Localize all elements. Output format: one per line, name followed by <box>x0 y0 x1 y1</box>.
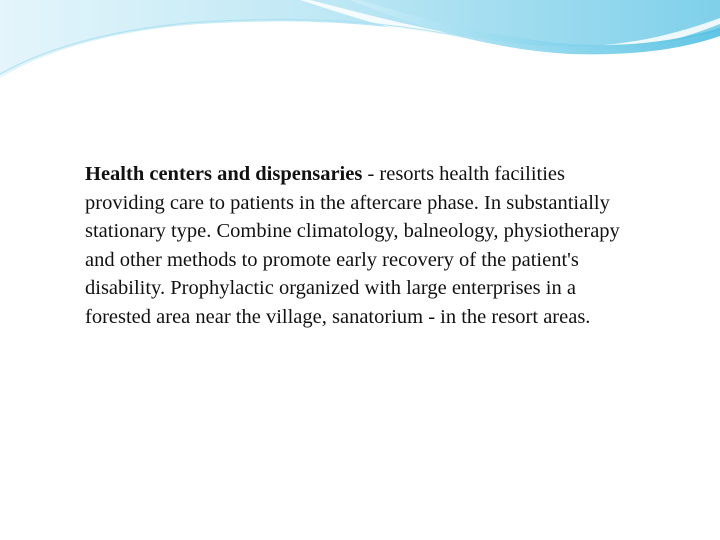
term-heading: Health centers and dispensaries <box>85 163 363 185</box>
header-wave-decoration <box>0 0 720 90</box>
body-paragraph <box>85 160 645 332</box>
wave-band-light <box>0 0 720 78</box>
term-description: - resorts health facilities providing care to patients in the aftercare phase. In substantially stationary type. Combine climatology, balneology, physiotherapy and other methods to promote early recovery of the patient's disability. Prophylactic organized with large enterprises in a forested area near the village, sanatorium - in the resort areas. <box>85 163 620 328</box>
